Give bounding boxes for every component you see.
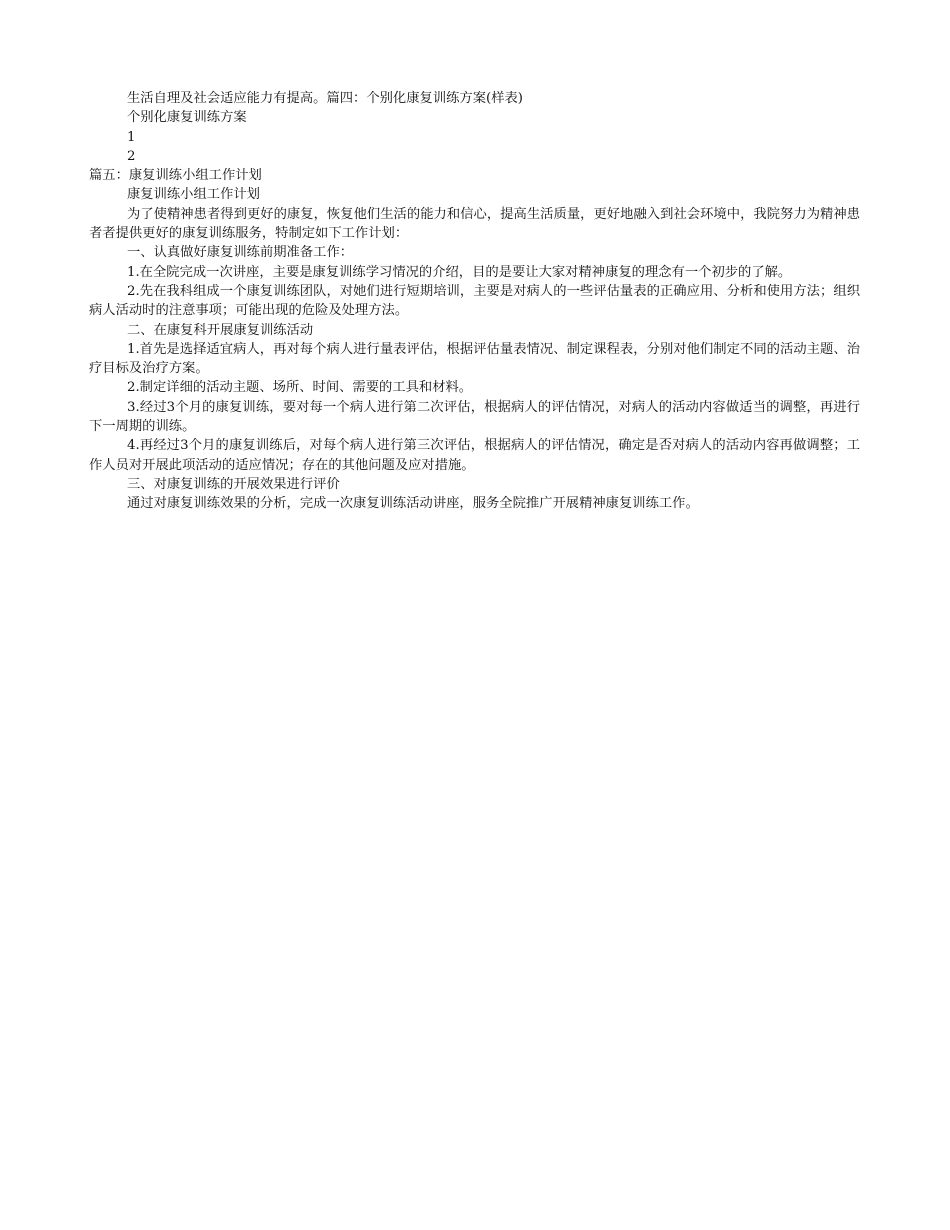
part-three-paragraph: 通过对康复训练效果的分析，完成一次康复训练活动讲座，服务全院推广开展精神康复训练工作。 (127, 496, 699, 512)
paragraph-continuation: 生活自理及社会适应能力有提高。篇四：个别化康复训练方案(样表) (127, 91, 523, 106)
plan-intro-paragraph: 为了使精神患者得到更好的康复，恢复他们生活的能力和信心，提高生活质量，更好地融入到社会环境中，我院努力为精神患者者提供更好的康复训练服务，特制定如下工作计划： (89, 206, 860, 242)
part-one-heading: 一、认真做好康复训练前期准备工作： (127, 245, 354, 261)
document-page (89, 89, 860, 514)
part-two-item-3: 3.经过3个月的康复训练，要对每一个病人进行第二次评估，根据病人的评估情况，对病人的活动内容做适当的调整，再进行下一周期的训练。 (89, 399, 860, 435)
part-one-item-2: 2.先在我科组成一个康复训练团队，对她们进行短期培训，主要是对病人的一些评估量表的正确应用、分析和使用方法；组织病人活动时的注意事项；可能出现的危险及处理方法。 (89, 283, 860, 319)
section-five-heading: 篇五：康复训练小组工作计划 (89, 168, 262, 184)
part-three-heading: 三、对康复训练的开展效果进行评价 (127, 476, 340, 492)
part-two-heading: 二、在康复科开展康复训练活动 (127, 322, 314, 338)
part-two-item-2: 2.制定详细的活动主题、场所、时间、需要的工具和材料。 (127, 380, 473, 396)
list-number-2: 2 (127, 148, 136, 164)
plan-title: 康复训练小组工作计划 (127, 187, 260, 203)
part-two-item-4: 4.再经过3个月的康复训练后，对每个病人进行第三次评估，根据病人的评估情况，确定是否对病人的活动内容再做调整；工作人员对开展此项活动的适应情况；存在的其他问题及应对措施。 (89, 438, 860, 473)
list-number-1: 1 (127, 129, 136, 145)
part-one-item-1: 1.在全院完成一次讲座，主要是康复训练学习情况的介绍，目的是要让大家对精神康复的理念有一个初步的了解。 (127, 264, 792, 280)
section-four-subtitle: 个别化康复训练方案 (127, 110, 247, 126)
part-two-item-1: 1.首先是选择适宜病人，再对每个病人进行量表评估，根据评估量表情况、制定课程表，分别对他们制定不同的活动主题、治疗目标及治疗方案。 (89, 341, 860, 377)
